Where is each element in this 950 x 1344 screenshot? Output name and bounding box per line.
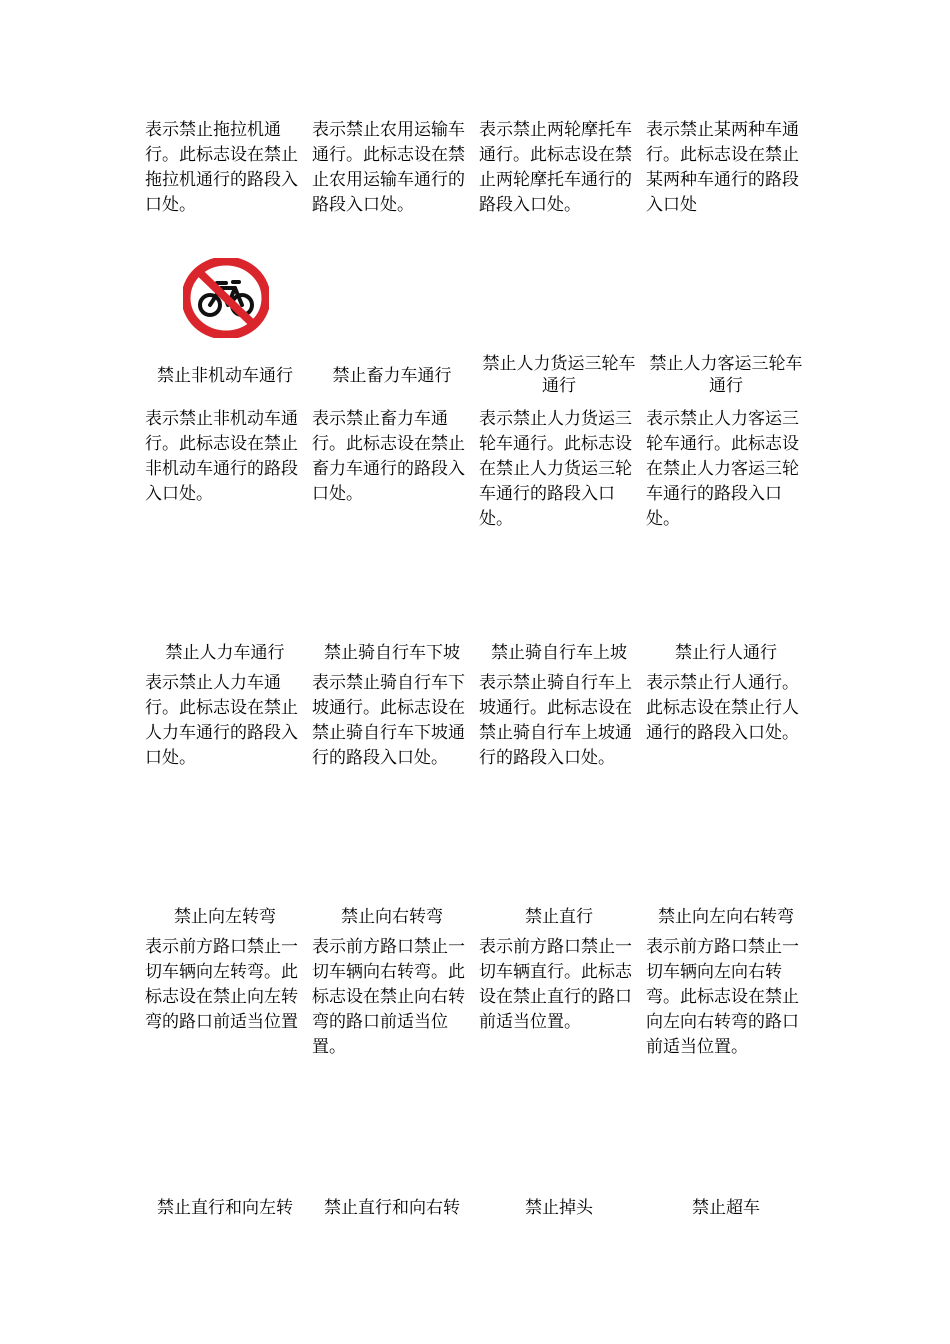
title-no-pedestrians: 禁止行人通行 <box>675 643 777 663</box>
description-no-left-turn: 表示前方路口禁止一切车辆向左转弯。此标志设在禁止向左转弯的路口前适当位置 <box>145 937 298 1032</box>
title-no-manpower-vehicle: 禁止人力车通行 <box>165 643 285 663</box>
title-no-u-turn: 禁止掉头 <box>525 1198 593 1218</box>
description-no-two-vehicle-types: 表示禁止某两种车通行。此标志设在禁止某两种车通行的路段入口处 <box>646 120 799 215</box>
title-no-straight-or-right-turn: 禁止直行和向右转 <box>324 1198 460 1218</box>
no-bicycle-icon <box>183 258 269 338</box>
title-no-cycling-uphill: 禁止骑自行车上坡 <box>491 643 627 663</box>
title-no-manpower-freight-tricycle: 禁止人力货运三轮车通行 <box>482 354 636 396</box>
description-no-manpower-passenger-tricycle: 表示禁止人力客运三轮车通行。此标志设在禁止人力客运三轮车通行的路段入口处。 <box>646 409 799 529</box>
title-no-right-turn: 禁止向右转弯 <box>341 907 443 927</box>
description-no-farm-transport-vehicle: 表示禁止农用运输车通行。此标志设在禁止农用运输车通行的路段入口处。 <box>312 120 465 215</box>
description-no-two-wheel-motorcycle: 表示禁止两轮摩托车通行。此标志设在禁止两轮摩托车通行的路段入口处。 <box>479 120 632 215</box>
title-no-overtaking: 禁止超车 <box>692 1198 760 1218</box>
title-no-straight-or-left-turn: 禁止直行和向左转 <box>157 1198 293 1218</box>
description-no-cycling-uphill: 表示禁止骑自行车上坡通行。此标志设在禁止骑自行车上坡通行的路段入口处。 <box>479 673 632 768</box>
description-no-cycling-downhill: 表示禁止骑自行车下坡通行。此标志设在禁止骑自行车下坡通行的路段入口处。 <box>312 673 465 768</box>
title-no-left-or-right-turn: 禁止向左向右转弯 <box>658 907 794 927</box>
description-no-left-or-right-turn: 表示前方路口禁止一切车辆向左向右转弯。此标志设在禁止向左向右转弯的路口前适当位置。 <box>646 937 799 1057</box>
description-no-straight-ahead: 表示前方路口禁止一切车辆直行。此标志设在禁止直行的路口前适当位置。 <box>479 937 632 1032</box>
title-no-left-turn: 禁止向左转弯 <box>174 907 276 927</box>
description-no-manpower-vehicle: 表示禁止人力车通行。此标志设在禁止人力车通行的路段入口处。 <box>145 673 298 768</box>
title-no-straight-ahead: 禁止直行 <box>525 907 593 927</box>
title-no-non-motor-vehicle: 禁止非机动车通行 <box>157 366 293 386</box>
title-no-manpower-passenger-tricycle: 禁止人力客运三轮车通行 <box>649 354 803 396</box>
description-no-tractor: 表示禁止拖拉机通行。此标志设在禁止拖拉机通行的路段入口处。 <box>145 120 298 215</box>
description-no-non-motor-vehicle: 表示禁止非机动车通行。此标志设在禁止非机动车通行的路段入口处。 <box>145 409 298 504</box>
description-no-pedestrians: 表示禁止行人通行。此标志设在禁止行人通行的路段入口处。 <box>646 673 799 743</box>
description-no-right-turn: 表示前方路口禁止一切车辆向右转弯。此标志设在禁止向右转弯的路口前适当位置。 <box>312 937 465 1057</box>
description-no-animal-drawn-vehicle: 表示禁止畜力车通行。此标志设在禁止畜力车通行的路段入口处。 <box>312 409 465 504</box>
title-no-cycling-downhill: 禁止骑自行车下坡 <box>324 643 460 663</box>
description-no-manpower-freight-tricycle: 表示禁止人力货运三轮车通行。此标志设在禁止人力货运三轮车通行的路段入口处。 <box>479 409 632 529</box>
title-no-animal-drawn-vehicle: 禁止畜力车通行 <box>332 366 452 386</box>
no-bicycle-sign <box>183 258 269 338</box>
